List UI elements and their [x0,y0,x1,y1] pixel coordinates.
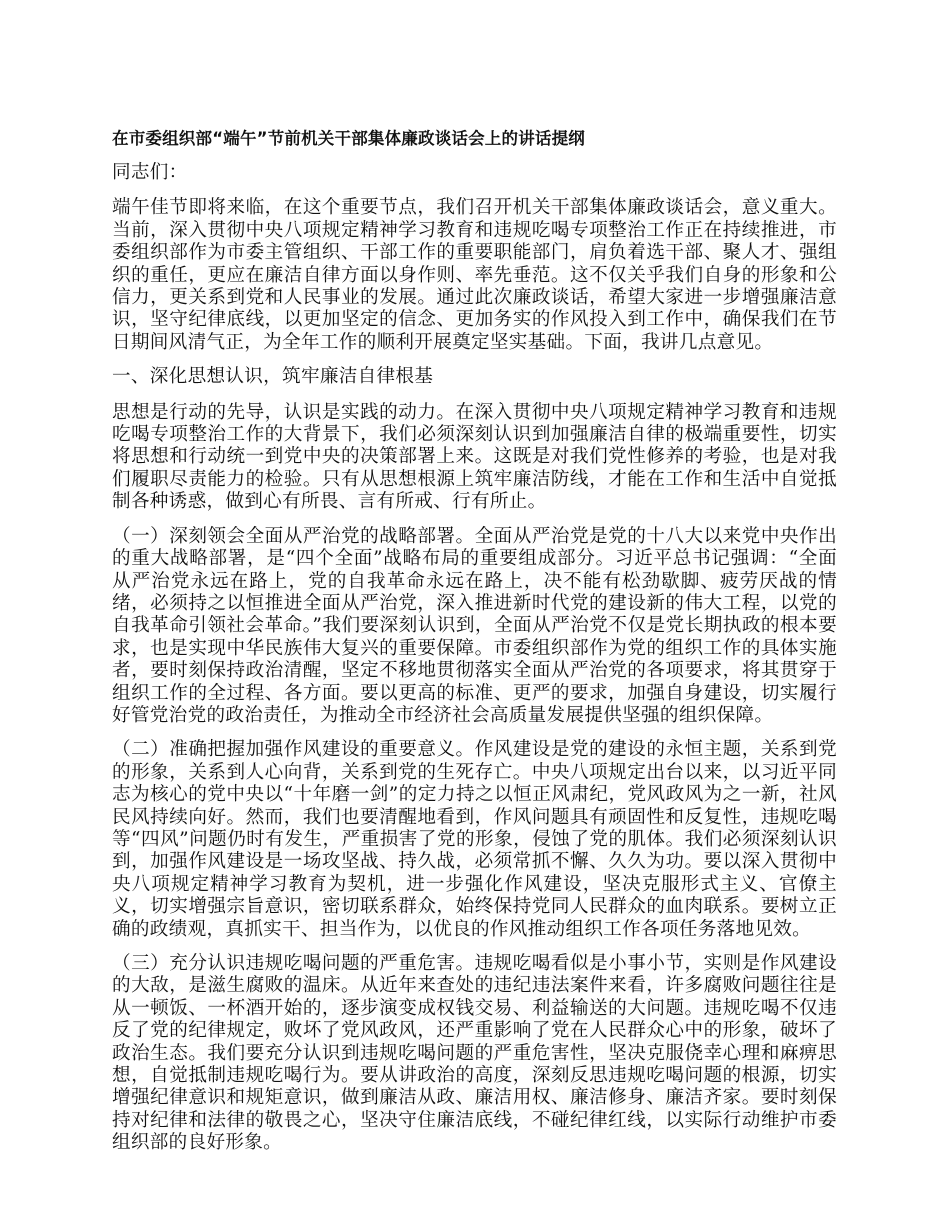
document-page [112,127,837,1167]
section-item-1: （一）深刻领会全面从严治党的战略部署。全面从严治党是党的十八大以来党中央作出的重大战略部署，是“四个全面”战略布局的重要组成部分。习近平总书记强调：“全面从严治党永远在路上，党的自我革命永远在路上，决不能有松劲歇脚、疲劳厌战的情绪，必须持之以恒推进全面从严治党，深入推进新时代党的建设新的伟大工程，以党的自我革命引领社会革命。”我们要深刻认识到，全面从严治党不仅是党长期执政的根本要求，也是实现中华民族伟大复兴的重要保障。市委组织部作为党的组织工作的具体实施者，要时刻保持政治清醒，坚定不移地贯彻落实全面从严治党的各项要求，将其贯穿于组织工作的全过程、各方面。要以更高的标准、更严的要求，加强自身建设，切实履行好管党治党的政治责任，为推动全市经济社会高质量发展提供坚强的组织保障。 [112,525,837,726]
section-heading: 一、深化思想认识，筑牢廉洁自律根基 [112,366,434,388]
section-item-3: （三）充分认识违规吃喝问题的严重危害。违规吃喝看似是小事小节，实则是作风建设的大敌，是滋生腐败的温床。从近年来查处的违纪违法案件来看，许多腐败问题往往是从一顿饭、一杯酒开始的，逐步演变成权钱交易、利益输送的大问题。违规吃喝不仅违反了党的纪律规定，败坏了党风政风，还严重影响了党在人民群众心中的形象，破坏了政治生态。我们要充分认识到违规吃喝问题的严重危害性，坚决克服侥幸心理和麻痹思想，自觉抵制违规吃喝行为。要从讲政治的高度，深刻反思违规吃喝问题的根源，切实增强纪律意识和规矩意识，做到廉洁从政、廉洁用权、廉洁修身、廉洁齐家。要时刻保持对纪律和法律的敬畏之心，坚决守住廉洁底线，不碰纪律红线，以实际行动维护市委组织部的良好形象。 [112,953,837,1154]
section-lead-paragraph: 思想是行动的先导，认识是实践的动力。在深入贯彻中央八项规定精神学习教育和违规吃喝专项整治工作的大背景下，我们必须深刻认识到加强廉洁自律的极端重要性，切实将思想和行动统一到党中央的决策部署上来。这既是对我们党性修养的考验，也是对我们履职尽责能力的检验。只有从思想根源上筑牢廉洁防线，才能在工作和生活中自觉抵制各种诱惑，做到心有所畏、言有所戒、行有所止。 [112,401,837,513]
section-item-2: （二）准确把握加强作风建设的重要意义。作风建设是党的建设的永恒主题，关系到党的形象，关系到人心向背，关系到党的生死存亡。中央八项规定出台以来，以习近平同志为核心的党中央以“十年磨一剑”的定力持之以恒正风肃纪，党风政风为之一新，社风民风持续向好。然而，我们也要清醒地看到，作风问题具有顽固性和反复性，违规吃喝等“四风”问题仍时有发生，严重损害了党的形象，侵蚀了党的肌体。我们必须深刻认识到，加强作风建设是一场攻坚战、持久战，必须常抓不懈、久久为功。要以深入贯彻中央八项规定精神学习教育为契机，进一步强化作风建设，坚决克服形式主义、官僚主义，切实增强宗旨意识，密切联系群众，始终保持党同人民群众的血肉联系。要树立正确的政绩观，真抓实干、担当作为，以优良的作风推动组织工作各项任务落地见效。 [112,739,837,940]
salutation: 同志们： [112,162,188,183]
document-title: 在市委组织部“端午”节前机关干部集体廉政谈话会上的讲话提纲 [112,129,585,148]
intro-paragraph: 端午佳节即将来临，在这个重要节点，我们召开机关干部集体廉政谈话会，意义重大。当前，深入贯彻中央八项规定精神学习教育和违规吃喝专项整治工作正在持续推进，市委组织部作为市委主管组织、干部工作的重要职能部门，肩负着选干部、聚人才、强组织的重任，更应在廉洁自律方面以身作则、率先垂范。这不仅关乎我们自身的形象和公信力，更关系到党和人民事业的发展。通过此次廉政谈话，希望大家进一步增强廉洁意识，坚守纪律底线，以更加坚定的信念、更加务实的作风投入到工作中，确保我们在节日期间风清气正，为全年工作的顺利开展奠定坚实基础。下面，我讲几点意见。 [112,197,837,353]
